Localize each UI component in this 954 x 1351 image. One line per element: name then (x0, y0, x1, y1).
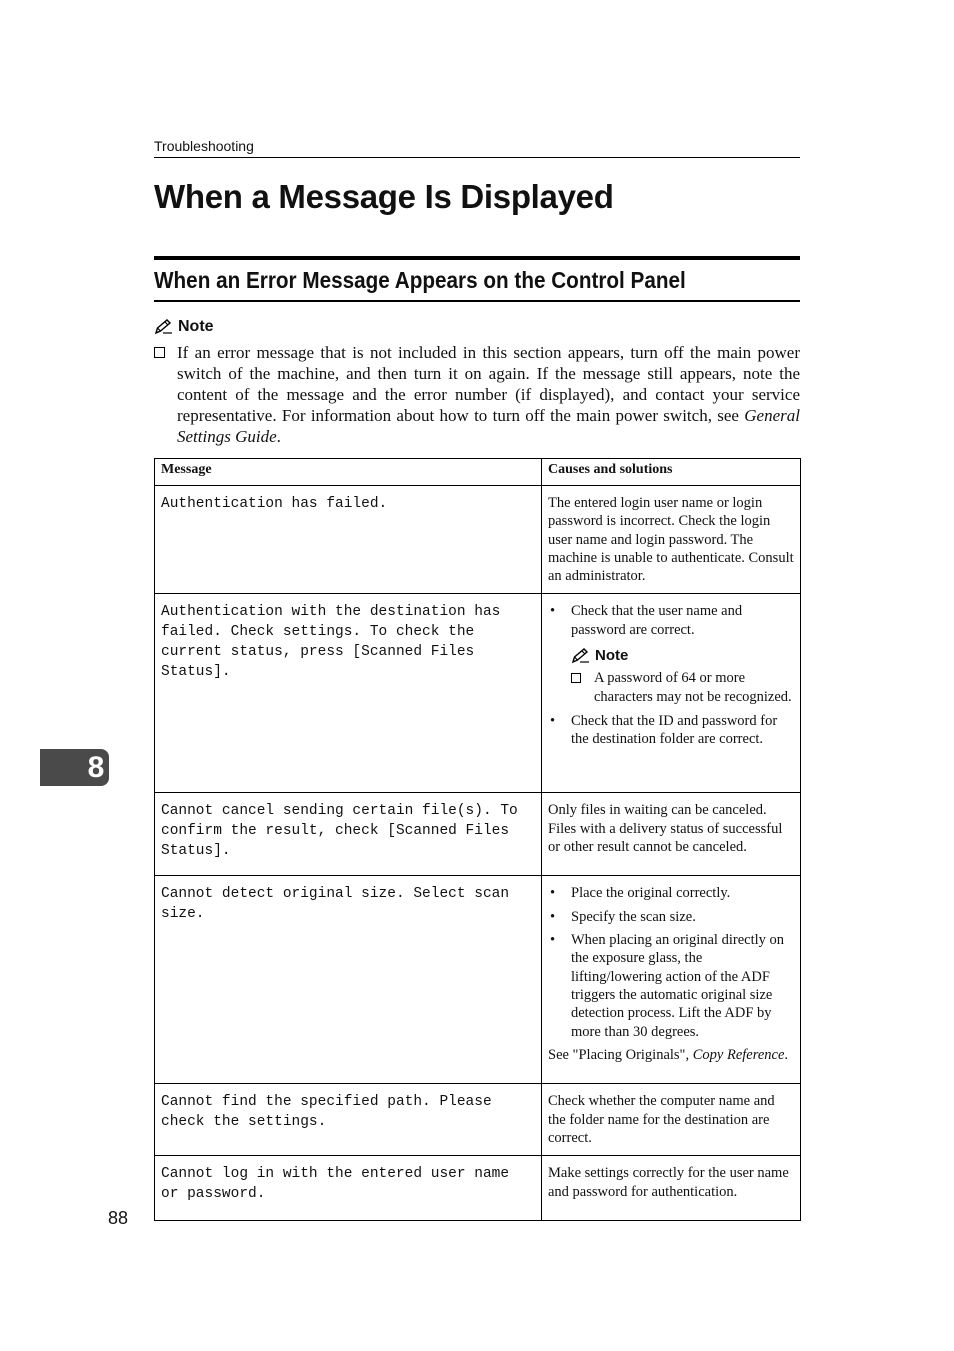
list-item: • Check that the user name and password are correct. (548, 602, 794, 639)
running-head: Troubleshooting (154, 138, 800, 158)
sub-note-item (571, 669, 794, 706)
header-solution: Causes and solutions (542, 459, 801, 486)
list-item: • Place the original correctly. (548, 884, 794, 902)
solution-bullets (548, 884, 794, 1040)
section-heading (154, 256, 800, 302)
message-cell: Cannot detect original size. Select scan size. (155, 876, 542, 1084)
note-heading (154, 318, 214, 336)
list-item: • When placing an original directly on the exposure glass, the lifting/lowering action of the ADF triggers the automatic original size detection process. Lift the ADF by more than 30 degrees. (548, 931, 794, 1041)
message-cell: Cannot cancel sending certain file(s). To confirm the result, check [Scanned Files Status]. (155, 793, 542, 876)
chapter-tab: 8 (40, 749, 109, 786)
solution-bullets (548, 712, 794, 749)
table-row (155, 1156, 801, 1221)
note-text: If an error message that is not included in this section appears, turn off the main power switch of the machine, and then turn it on again. If the message still appears, note the content of the message and the error number (if displayed), and contact your service representative. For information about how to turn off the main power switch, see (177, 343, 800, 425)
section-heading-text: When an Error Message Appears on the Control Panel (154, 267, 686, 293)
table-row (155, 1084, 801, 1156)
table-row (155, 793, 801, 876)
table-row (155, 486, 801, 594)
see-text-end: . (784, 1046, 789, 1063)
message-cell: Cannot log in with the entered user name or password. (155, 1156, 542, 1221)
table-row (155, 594, 801, 793)
solution-cell (542, 594, 801, 793)
sub-note (571, 647, 794, 706)
see-reference-title: Copy Reference (692, 1046, 785, 1063)
pencil-note-icon (154, 319, 174, 335)
sub-note-heading (571, 647, 794, 665)
checkbox-bullet-icon (571, 673, 581, 683)
note-label: Note (178, 318, 214, 335)
table-row (155, 876, 801, 1084)
note-text-end: . (276, 427, 281, 446)
note-paragraph (177, 342, 800, 447)
sub-note-label: Note (595, 647, 629, 665)
see-text: See "Placing Originals", (548, 1046, 693, 1063)
sub-note-text: A password of 64 or more characters may not be recognized. (594, 670, 792, 705)
message-cell: Cannot find the specified path. Please check the settings. (155, 1084, 542, 1156)
note-body (154, 342, 800, 447)
message-cell: Authentication has failed. (155, 486, 542, 594)
solution-bullets (548, 602, 794, 639)
solution-cell (542, 876, 801, 1084)
error-message-table (154, 458, 801, 1221)
pencil-note-icon (571, 648, 591, 664)
header-message: Message (155, 459, 542, 486)
solution-cell: The entered login user name or login password is incorrect. Check the login user name and login password. The machine is unable to authenticate. Consult an administrator. (542, 486, 801, 594)
chapter-title: When a Message Is Displayed (154, 178, 614, 215)
table-header-row (155, 459, 801, 486)
solution-cell: Only files in waiting can be canceled. Files with a delivery status of successful or other result cannot be canceled. (542, 793, 801, 876)
list-item: • Check that the ID and password for the destination folder are correct. (548, 712, 794, 749)
solution-cell: Make settings correctly for the user name and password for authentication. (542, 1156, 801, 1221)
note-reference: General Settings Guide (177, 406, 800, 446)
see-reference (548, 1046, 794, 1064)
page-number: 88 (108, 1208, 129, 1228)
solution-cell: Check whether the computer name and the folder name for the destination are correct. (542, 1084, 801, 1156)
list-item: • Specify the scan size. (548, 908, 794, 926)
checkbox-bullet-icon (154, 347, 165, 358)
message-cell: Authentication with the destination has failed. Check settings. To check the current status, press [Scanned Files Status]. (155, 594, 542, 793)
